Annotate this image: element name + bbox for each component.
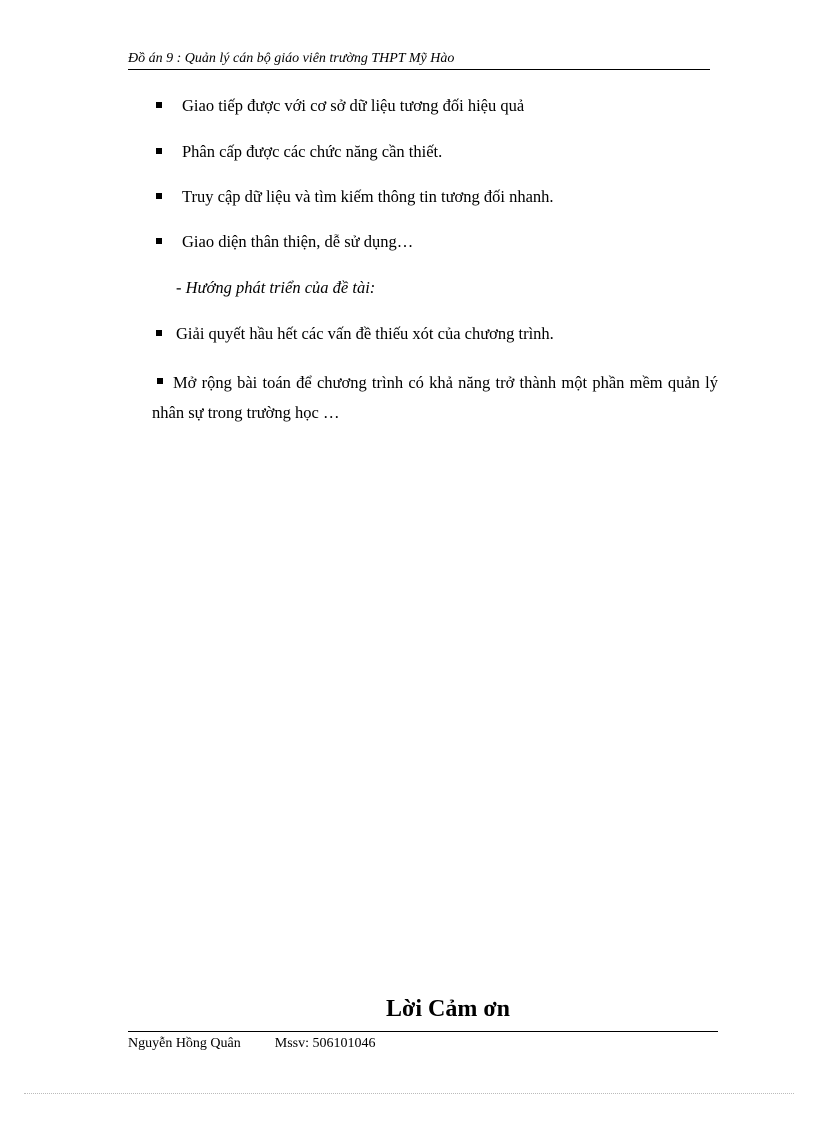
list-item [156,231,413,253]
paragraph [152,368,718,428]
list-item-text: Giao tiếp được với cơ sở dữ liệu tương đối hiệu quả [182,96,525,115]
list-item-text: Giao diện thân thiện, dễ sử dụng… [182,232,414,251]
square-bullet-icon [156,193,162,199]
square-bullet-icon [156,102,162,108]
list-item [156,141,442,163]
square-bullet-icon [156,148,162,154]
list-item-text: Phân cấp được các chức năng cần thiết. [182,142,443,161]
list-item [156,95,524,117]
section-title: Lời Cảm ơn [386,996,510,1022]
list-item-text: Truy cập dữ liệu và tìm kiếm thông tin tương đối nhanh. [182,187,554,206]
list-item [156,186,554,208]
page-boundary [24,1093,794,1094]
subheading-text: Hướng phát triển của đề tài: [185,278,376,297]
footer-divider [128,1031,718,1032]
subheading-prefix: - [176,278,186,297]
footer-author: Nguyễn Hồng Quân [128,1036,241,1051]
page-footer [128,1035,376,1053]
list-item-text: Giải quyết hầu hết các vấn đề thiếu xót của chương trình. [176,324,554,343]
square-bullet-icon [156,238,162,244]
square-bullet-icon [156,330,162,336]
page-header: Đồ án 9 : Quản lý cán bộ giáo viên trường THPT Mỹ Hào [128,50,710,70]
footer-student-id: Mssv: 506101046 [274,1036,376,1051]
paragraph-text: Mở rộng bài toán để chương trình có khả năng trở thành một phần mềm quản lý nhân sự trong trường học … [152,373,718,422]
square-bullet-icon [157,378,163,384]
subheading [176,277,375,299]
list-item [156,323,554,345]
